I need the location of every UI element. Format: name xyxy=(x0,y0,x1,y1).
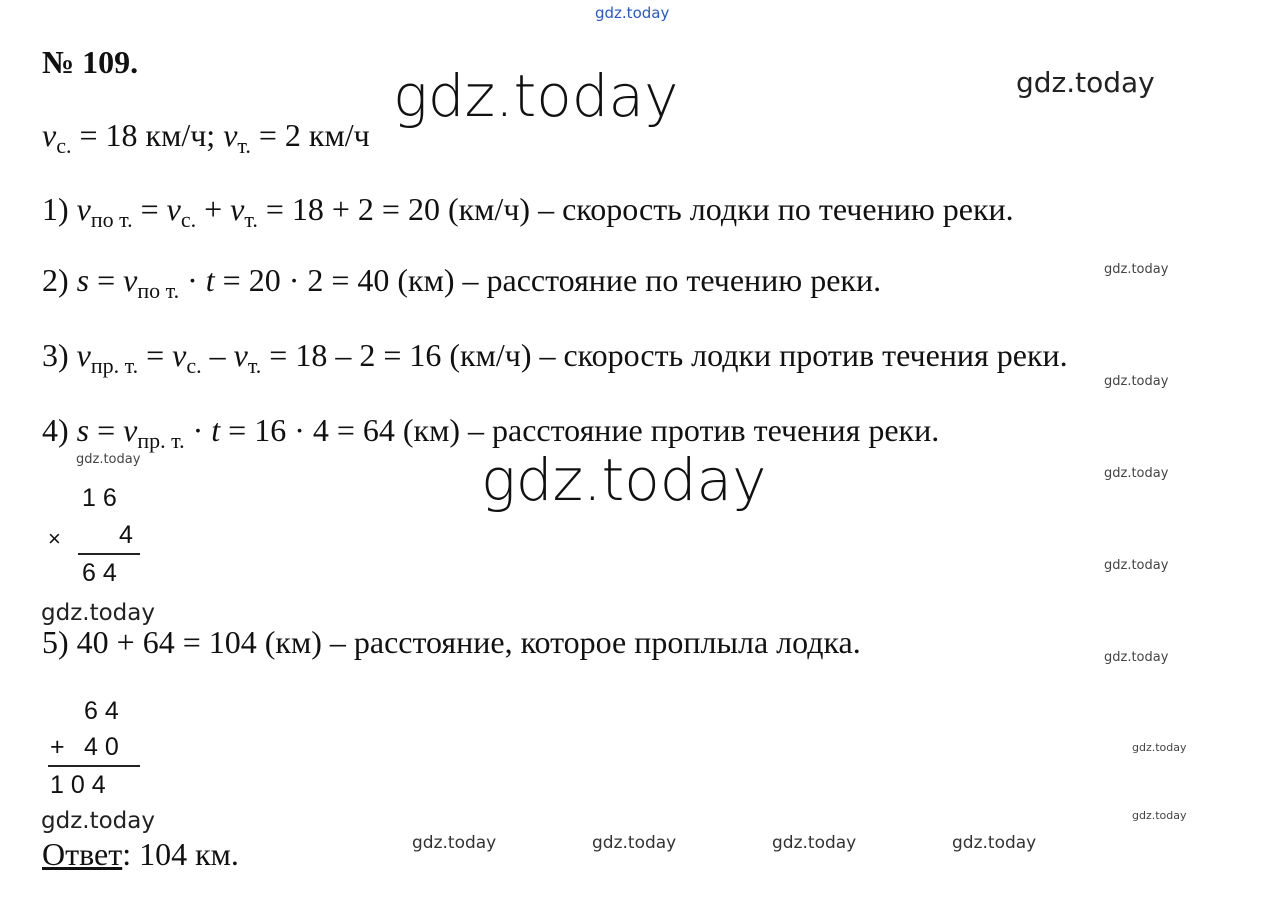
operator: = xyxy=(89,412,124,448)
given-line xyxy=(42,117,370,158)
operator: – xyxy=(201,337,234,373)
watermark-top: gdz.today xyxy=(595,4,670,22)
time-symbol: t xyxy=(211,412,221,448)
operator: = xyxy=(89,262,124,298)
step-number: 2) xyxy=(42,262,77,298)
step-3 xyxy=(42,337,1068,378)
velocity-symbol: v xyxy=(76,191,91,227)
watermark-large-1: gdz.today xyxy=(393,62,679,130)
watermark-bottom-2: gdz.today xyxy=(592,833,677,853)
subscript: пр. т. xyxy=(90,353,139,378)
operator: = xyxy=(132,191,167,227)
text: = 18 – 2 = 16 (км/ч) – скорость лодки против течения реки. xyxy=(261,337,1068,373)
product: 6 4 xyxy=(82,559,117,587)
step-number: 3) xyxy=(42,337,77,373)
watermark-bottom-3: gdz.today xyxy=(772,833,857,853)
subscript: по т. xyxy=(137,278,180,303)
watermark-right-1: gdz.today xyxy=(1016,66,1155,99)
operator: · xyxy=(184,412,212,448)
watermark-right-4: gdz.today xyxy=(1104,466,1169,481)
watermark-right-8: gdz.today xyxy=(1132,809,1187,822)
step-2 xyxy=(42,262,882,303)
subscript: с. xyxy=(56,133,72,158)
step-number: 4) xyxy=(42,412,77,448)
answer-label: Ответ xyxy=(42,836,123,872)
text: = 20 · 2 = 40 (км) – расстояние по течению реки. xyxy=(214,262,882,298)
step-number: 1) xyxy=(42,191,77,227)
subscript: по т. xyxy=(90,207,133,232)
text: = 18 + 2 = 20 (км/ч) – скорость лодки по течению реки. xyxy=(257,191,1014,227)
answer-line xyxy=(42,836,239,873)
velocity-symbol: v xyxy=(223,117,238,153)
text: = 18 км/ч; xyxy=(71,117,224,153)
subscript: с. xyxy=(186,353,202,378)
watermark-right-3: gdz.today xyxy=(1104,374,1169,389)
velocity-symbol: v xyxy=(123,262,138,298)
velocity-symbol: v xyxy=(166,191,181,227)
watermark-left-2: gdz.today xyxy=(41,600,155,626)
time-symbol: t xyxy=(205,262,215,298)
subscript: т. xyxy=(237,133,251,158)
velocity-symbol: v xyxy=(123,412,138,448)
text: = 2 км/ч xyxy=(250,117,370,153)
multiplication-rule xyxy=(78,553,140,555)
watermark-right-6: gdz.today xyxy=(1104,650,1169,665)
subscript: т. xyxy=(247,353,262,378)
operator: · xyxy=(179,262,206,298)
velocity-symbol: v xyxy=(233,337,248,373)
velocity-symbol: v xyxy=(172,337,187,373)
watermark-right-7: gdz.today xyxy=(1132,741,1187,754)
subscript: с. xyxy=(180,207,197,232)
problem-number: № 109. xyxy=(42,44,139,80)
multiplicand: 1 6 xyxy=(82,484,117,512)
multiply-sign: × xyxy=(48,526,61,551)
watermark-left-1: gdz.today xyxy=(76,452,141,467)
velocity-symbol: v xyxy=(230,191,245,227)
sum: 1 0 4 xyxy=(50,771,106,799)
velocity-symbol: v xyxy=(76,337,91,373)
distance-symbol: s xyxy=(76,412,90,448)
answer-value: : 104 км. xyxy=(122,836,239,872)
subscript: пр. т. xyxy=(137,428,185,453)
subscript: т. xyxy=(244,207,258,232)
multiplier: 4 xyxy=(119,521,133,549)
text: = 16 · 4 = 64 (км) – расстояние против течения реки. xyxy=(220,412,940,448)
addition-rule xyxy=(48,765,140,767)
column-addition xyxy=(42,697,182,807)
column-multiplication xyxy=(42,484,162,594)
watermark-large-2: gdz.today xyxy=(481,446,767,514)
watermark-right-5: gdz.today xyxy=(1104,558,1169,573)
addend-1: 6 4 xyxy=(84,697,119,725)
watermark-right-2: gdz.today xyxy=(1104,262,1169,277)
operator: + xyxy=(196,191,231,227)
step-1 xyxy=(42,191,1014,232)
step-4 xyxy=(42,412,940,453)
step-5: 5) 40 + 64 = 104 (км) – расстояние, которое проплыла лодка. xyxy=(42,624,861,660)
addend-2: 4 0 xyxy=(84,733,119,761)
plus-sign: + xyxy=(50,733,65,761)
distance-symbol: s xyxy=(76,262,90,298)
watermark-bottom-1: gdz.today xyxy=(412,833,497,853)
watermark-left-3: gdz.today xyxy=(41,808,155,834)
operator: = xyxy=(138,337,173,373)
watermark-bottom-4: gdz.today xyxy=(952,833,1037,853)
velocity-symbol: v xyxy=(42,117,57,153)
